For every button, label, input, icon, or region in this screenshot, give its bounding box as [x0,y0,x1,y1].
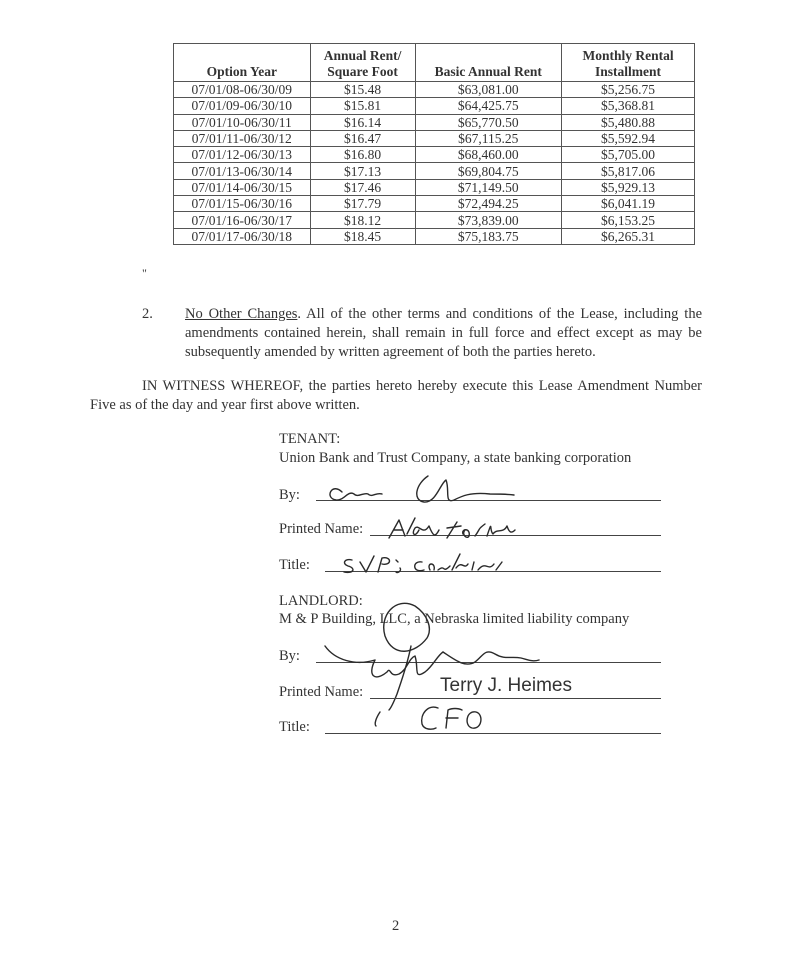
table-row [174,114,695,130]
cell-monthly-installment: $6,041.19 [562,196,695,212]
landlord-printed-name-line [370,698,661,699]
cell-annual-rent-per-sqft: $15.81 [310,98,415,114]
cell-basic-annual-rent: $72,494.25 [415,196,562,212]
witness-paragraph: IN WITNESS WHEREOF, the parties hereto hereby execute this Lease Amendment Number Five as of the day and year first above written. [90,378,702,413]
landlord-title-handwritten [372,700,492,740]
table-header-row [174,44,695,82]
table-row [174,98,695,114]
page-number: 2 [392,918,400,934]
cell-annual-rent-per-sqft: $16.14 [310,114,415,130]
table-body [174,82,695,245]
cell-basic-annual-rent: $63,081.00 [415,82,562,98]
cell-annual-rent-per-sqft: $16.47 [310,130,415,146]
cell-basic-annual-rent: $65,770.50 [415,114,562,130]
landlord-entity: M & P Building, LLC, a Nebraska limited liability company [279,611,630,627]
cell-option-year: 07/01/15-06/30/16 [174,196,311,212]
cell-option-year: 07/01/10-06/30/11 [174,114,311,130]
cell-option-year: 07/01/11-06/30/12 [174,130,311,146]
landlord-title-label: Title: [279,719,310,735]
cell-monthly-installment: $5,929.13 [562,179,695,195]
cell-basic-annual-rent: $73,839.00 [415,212,562,228]
tenant-printed-name-handwritten [385,514,525,544]
cell-option-year: 07/01/12-06/30/13 [174,147,311,163]
table-row [174,196,695,212]
cell-option-year: 07/01/09-06/30/10 [174,98,311,114]
tenant-title-label: Title: [279,557,310,573]
cell-option-year: 07/01/17-06/30/18 [174,228,311,244]
table-row [174,163,695,179]
cell-option-year: 07/01/13-06/30/14 [174,163,311,179]
cell-basic-annual-rent: $75,183.75 [415,228,562,244]
cell-annual-rent-per-sqft: $17.13 [310,163,415,179]
section-heading: No Other Changes [185,306,298,322]
cell-basic-annual-rent: $69,804.75 [415,163,562,179]
cell-annual-rent-per-sqft: $18.12 [310,212,415,228]
tenant-signature [320,470,520,510]
cell-basic-annual-rent: $71,149.50 [415,179,562,195]
column-header-option-year: Option Year [174,44,311,82]
table-row [174,82,695,98]
table-row [174,228,695,244]
landlord-heading: LANDLORD: [279,593,363,609]
cell-monthly-installment: $5,592.94 [562,130,695,146]
cell-annual-rent-per-sqft: $16.80 [310,147,415,163]
table-row [174,212,695,228]
table-row [174,179,695,195]
table-row [174,130,695,146]
cell-basic-annual-rent: $64,425.75 [415,98,562,114]
column-header-annual-rent-sqft: Annual Rent/ Square Foot [310,44,415,82]
cell-option-year: 07/01/16-06/30/17 [174,212,311,228]
column-header-monthly-installment: Monthly Rental Installment [562,44,695,82]
tenant-heading: TENANT: [279,431,341,447]
landlord-printed-name: Terry J. Heimes [440,675,572,696]
table-row [174,147,695,163]
cell-monthly-installment: $5,817.06 [562,163,695,179]
column-header-basic-annual-rent: Basic Annual Rent [415,44,562,82]
section-2-paragraph [185,305,702,362]
tenant-title-handwritten [338,550,508,578]
landlord-by-label: By: [279,648,300,664]
cell-option-year: 07/01/14-06/30/15 [174,179,311,195]
cell-basic-annual-rent: $68,460.00 [415,147,562,163]
tenant-printed-name-label: Printed Name: [279,521,364,537]
rent-schedule-table [173,43,695,245]
cell-monthly-installment: $5,368.81 [562,98,695,114]
cell-annual-rent-per-sqft: $18.45 [310,228,415,244]
cell-annual-rent-per-sqft: $17.46 [310,179,415,195]
cell-monthly-installment: $6,265.31 [562,228,695,244]
cell-annual-rent-per-sqft: $15.48 [310,82,415,98]
cell-monthly-installment: $6,153.25 [562,212,695,228]
cell-monthly-installment: $5,480.88 [562,114,695,130]
tenant-entity: Union Bank and Trust Company, a state banking corporation [279,450,632,466]
section-number: 2. [142,306,153,322]
closing-quote-mark: " [142,266,147,280]
cell-monthly-installment: $5,705.00 [562,147,695,163]
cell-monthly-installment: $5,256.75 [562,82,695,98]
cell-annual-rent-per-sqft: $17.79 [310,196,415,212]
section-body: . All of the other terms and conditions of the Lease, including the amendments contained herein, shall remain in full force and effect except as may be subsequently amended by written agreement of both the parties hereto. [185,306,703,360]
cell-option-year: 07/01/08-06/30/09 [174,82,311,98]
cell-basic-annual-rent: $67,115.25 [415,130,562,146]
landlord-printed-name-label: Printed Name: [279,684,364,700]
tenant-by-label: By: [279,487,300,503]
